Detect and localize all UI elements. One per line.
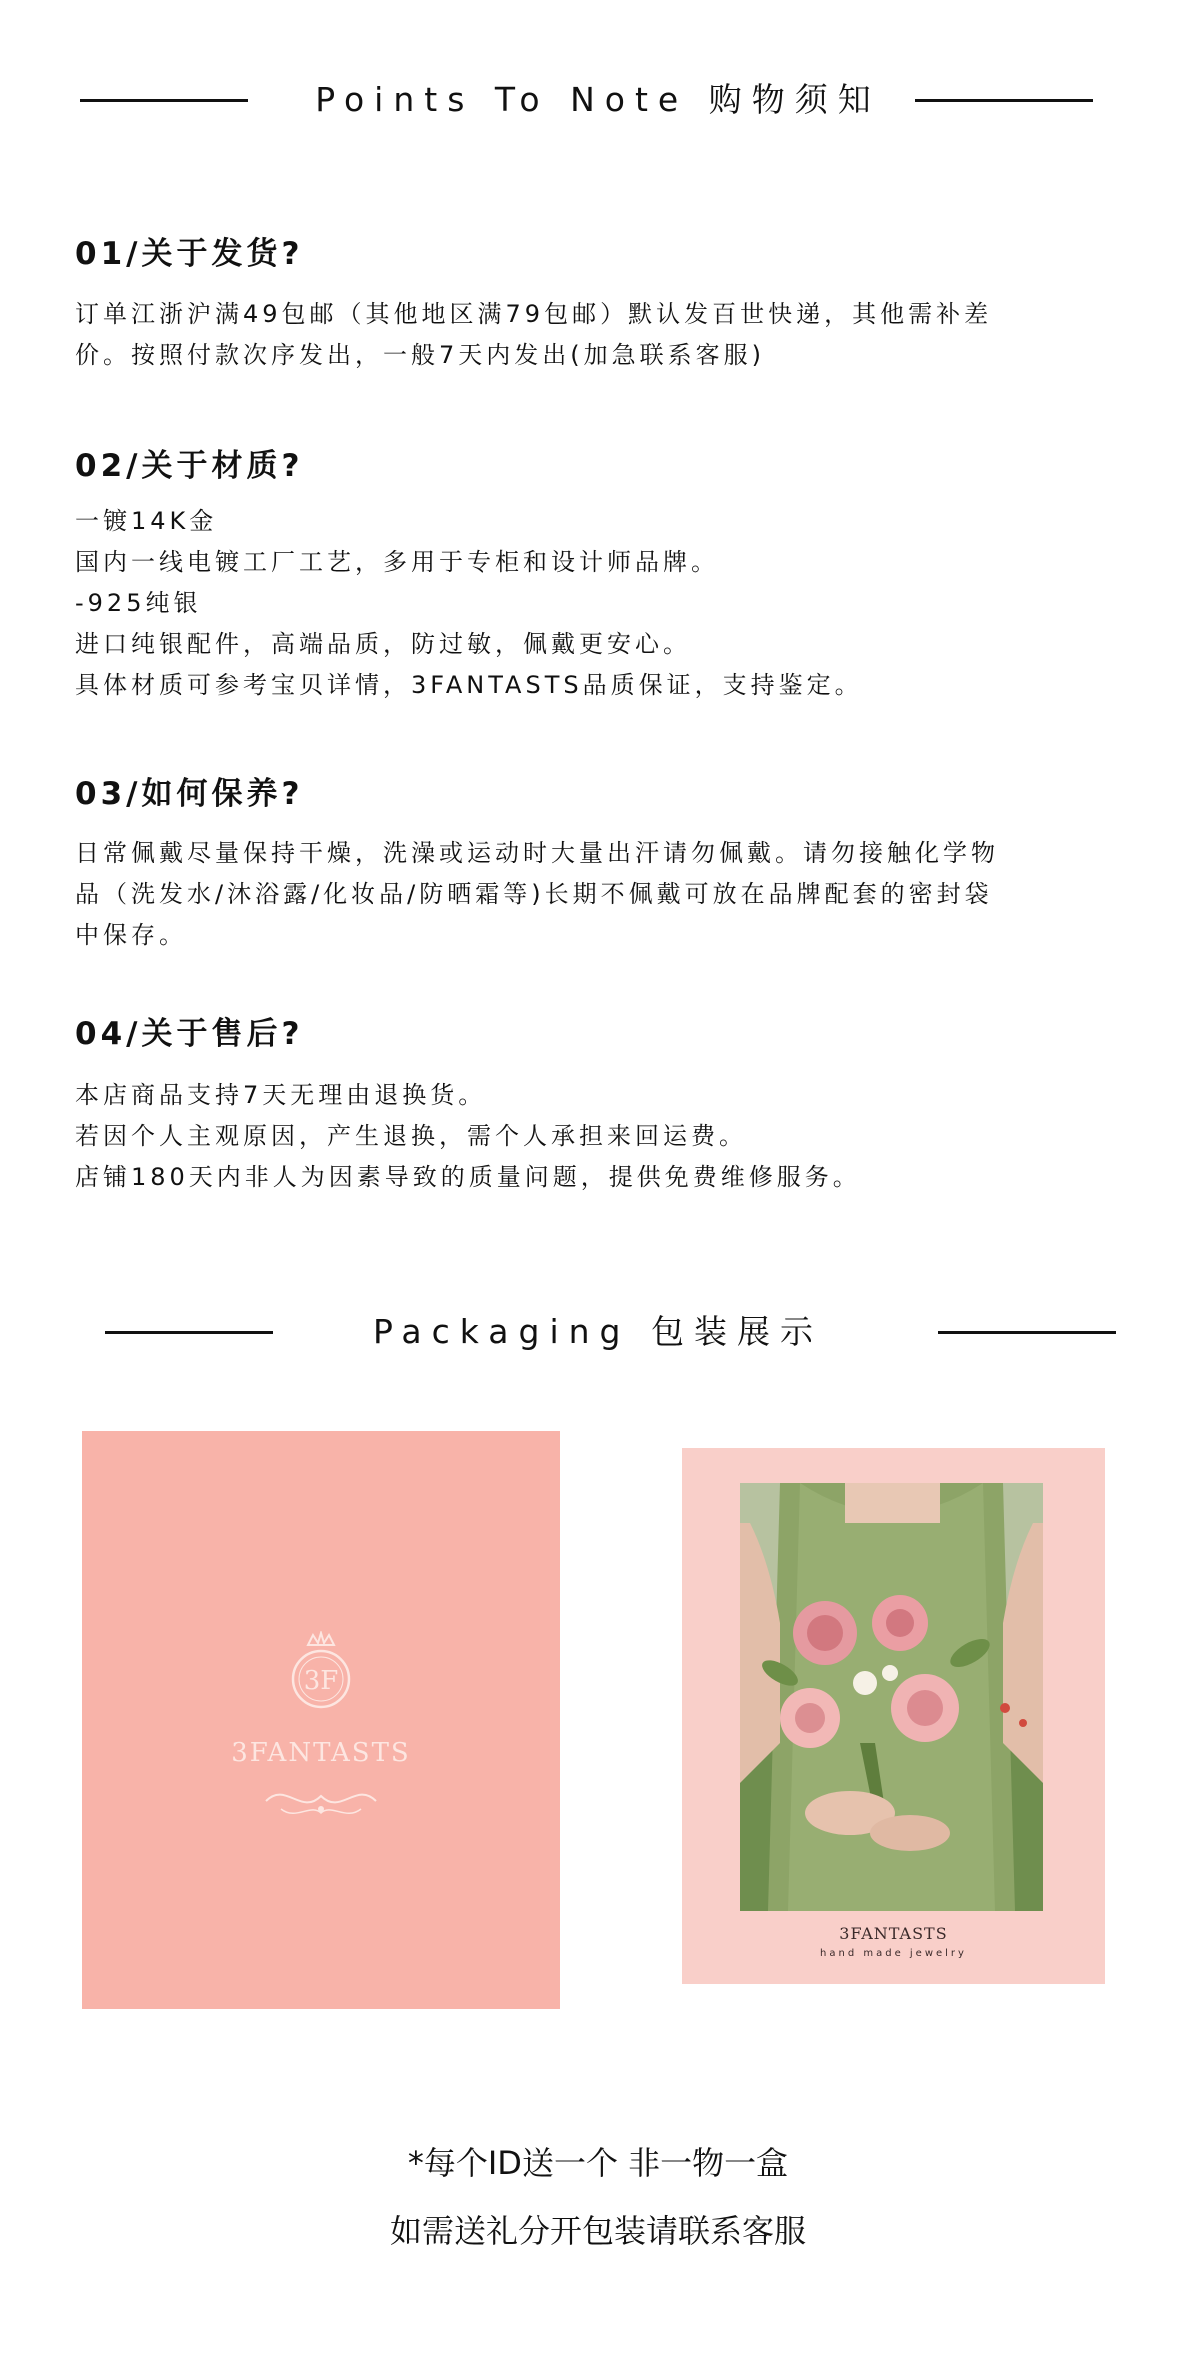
header-rule-right xyxy=(938,1331,1116,1334)
faq-line: 具体材质可参考宝贝详情，3FANTASTS品质保证，支持鉴定。 xyxy=(75,671,863,699)
faq-line: 价。按照付款次序发出，一般7天内发出(加急联系客服) xyxy=(75,341,765,369)
faq-line: 国内一线电镀工厂工艺，多用于专柜和设计师品牌。 xyxy=(75,548,719,576)
brand-crest-icon xyxy=(256,1631,386,1841)
faq-heading-material: 02/关于材质? xyxy=(75,448,304,484)
packaging-title: Packaging 包装展示 xyxy=(372,1312,823,1351)
faq-line: 若因个人主观原因，产生退换，需个人承担来回运费。 xyxy=(75,1122,747,1150)
faq-heading-shipping: 01/关于发货? xyxy=(75,236,304,272)
faq-body-aftersales xyxy=(75,1075,1115,1198)
brand-card-image xyxy=(682,1448,1105,1984)
faq-body-care xyxy=(75,833,1115,956)
bouquet-illustration xyxy=(740,1483,1043,1911)
faq-heading-aftersales: 04/关于售后? xyxy=(75,1016,304,1052)
faq-line: 一镀14K金 xyxy=(75,507,218,535)
footer-note-1: *每个ID送一个 非一物一盒 xyxy=(407,2144,789,2182)
footer-note-2: 如需送礼分开包装请联系客服 xyxy=(389,2212,806,2250)
faq-line: 订单江浙沪满49包邮（其他地区满79包邮）默认发百世快递，其他需补差 xyxy=(75,300,993,328)
gift-box-image xyxy=(82,1431,560,2009)
faq-line: 店铺180天内非人为因素导致的质量问题，提供免费维修服务。 xyxy=(75,1163,861,1191)
faq-body-shipping xyxy=(75,294,1115,376)
packaging-header xyxy=(0,1302,1196,1362)
notes-title: Points To Note 购物须知 xyxy=(315,80,881,119)
faq-line: 品（洗发水/沐浴露/化妆品/防晒霜等)长期不佩戴可放在品牌配套的密封袋 xyxy=(75,880,993,908)
card-brand-text: 3FANTASTS xyxy=(839,1924,948,1943)
faq-line: 进口纯银配件，高端品质，防过敏，佩戴更安心。 xyxy=(75,630,691,658)
faq-line: -925纯银 xyxy=(75,589,202,617)
faq-body-material xyxy=(75,501,1115,706)
notes-header xyxy=(0,70,1196,130)
svg-text:3F: 3F xyxy=(303,1666,339,1696)
faq-line: 日常佩戴尽量保持干燥，洗澡或运动时大量出汗请勿佩戴。请勿接触化学物 xyxy=(75,839,999,867)
faq-heading-care: 03/如何保养? xyxy=(75,776,304,812)
header-rule-right xyxy=(915,99,1093,102)
bouquet-photo xyxy=(740,1483,1043,1911)
card-tagline: hand made jewelry xyxy=(820,1948,967,1959)
faq-line: 本店商品支持7天无理由退换货。 xyxy=(75,1081,487,1109)
box-brand-text: 3FANTASTS xyxy=(231,1738,411,1768)
faq-line: 中保存。 xyxy=(75,921,187,949)
